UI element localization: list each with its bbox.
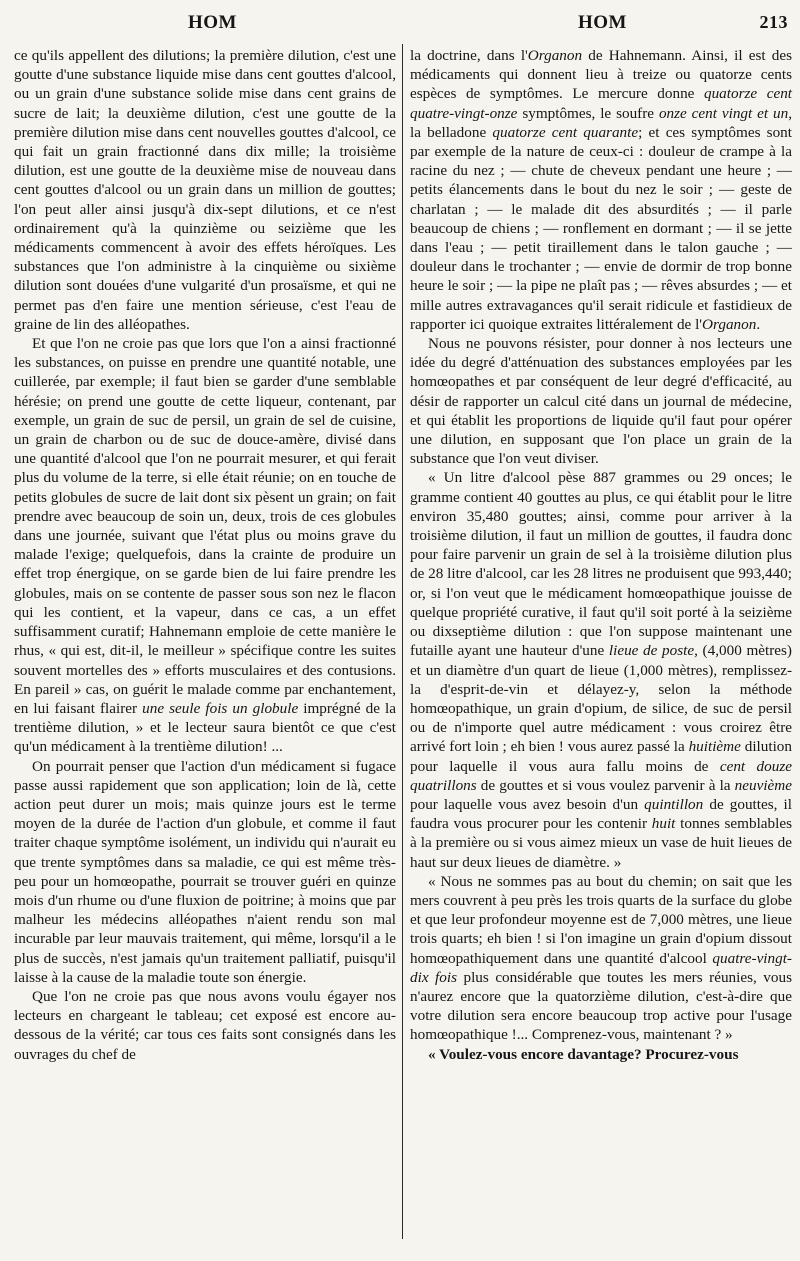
header-left-title: HOM [188, 12, 237, 33]
paragraph: Et que l'on ne croie pas que lors que l'on a ainsi fractionné les substances, on puisse en prendre une quantité notable, une cuillerée, par exemple; il faut bien se garder d'une semblable hérésie; on prend une goutte de cette liqueur, contenant, par exemple, un grain de suc de persil, un grain de sel de cuisine, un grain de charbon ou de suc de douce-amère, divisé dans une quantité d'alcool que l'on ne pourrait mesurer, et qui ferait plus du volume de la terre, si elle était réunie; on en touche de petits globules de sucre de lait dont six pèsent un grain; on fait prendre avec beaucoup de soin un, deux, trois de ces globules dans une journée, suivant que l'état plus ou moins grave du malade l'exige; quelquefois, dans la crainte de produire un effet trop énergique, on se garde bien de lui faire prendre les globules, mais on se contente de passer sous son nez le flacon qui les contient, et la vapeur, dans ce cas, a un effet suffisamment curatif; Hahnemann emploie de cette manière le rhus, « qui est, dit-il, le meilleur » spécifique contre les suites souvent mortelles des » efforts musculaires et des contusions. En pareil » cas, on guérit le malade comme par enchantement, en lui faisant flairer une seule fois un globule imprégné de la trentième dilution, » et le lecteur saura bientôt ce que c'est qu'un médicament à la trentième dilution! ... [14, 335, 396, 756]
paragraph: On pourrait penser que l'action d'un médicament si fugace passe aussi rapidement que son application; loin de là, cette action peut durer un mois; mais quinze jours est le terme moyen de la durée de l'action d'un globule, et comme il faut traiter chaque symptôme isolément, un individu qui n'aurait eu que trente symptômes dans sa maladie, ce qui est même très-peu pour un homœopathe, pourrait se trouver guéri en quinze mois d'un rhume ou d'une fluxion de poitrine; à moins que par malheur les médecins alléopathes n'aient rendu son mal incurable par leur mauvais traitement, qui même, lorsqu'il a le plus de succès, n'est jamais qu'un traitement palliatif, puisqu'il laisse à la cause de la maladie toute son énergie. [14, 757, 396, 986]
paragraph: Que l'on ne croie pas que nous avons voulu égayer nos lecteurs en chargeant le tableau; cet exposé est encore au-dessous de la vérité; car tous ces faits sont consignés dans les ouvrages du chef de [14, 987, 396, 1063]
paragraph: ce qu'ils appellent des dilutions; la première dilution, c'est une goutte d'une substance liquide mise dans cent gouttes d'alcool, ou un grain d'une substance solide mise dans cent grains de sucre de lait; la deuxième dilution, c'est une goutte de la première dilution mise dans cent nouvelles gouttes d'alcool, ce qui fait un grain fractionné dans dix mille; la troisième dilution, est une goutte de la deuxième mise de nouveau dans cent gouttes d'alcool ou un grain dans un million de gouttes; l'on peut aller ainsi jusqu'à dix-sept dilutions, et ce n'est ordinairement qu'à la quinzième ou seizième que les médicaments commencent à avoir des effets héroïques. Les substances que l'on administre à la cinquième ou sixième dilution sont douées d'une vulgarité d'un prosaïsme, et qui ne permet pas d'en faire une mention sérieuse, c'est l'eau de graine de lin des alléopathes. [14, 47, 396, 333]
left-column [14, 46, 396, 1064]
paragraph: Nous ne pouvons résister, pour donner à nos lecteurs une idée du degré d'atténuation des substances employées par les homœopathes et par conséquent de leur degré d'efficacité, au désir de rapporter un calcul cité dans un journal de médecine, et qui établit les proportions de liquide qu'il faut pour opérer une dilution, en supposant que l'on place un grain de la substance que l'on veut diviser. [410, 335, 792, 468]
header-center-title: HOM [578, 12, 627, 33]
right-column [410, 46, 792, 1064]
paragraph: la doctrine, dans l'Organon de Hahnemann. Ainsi, il est des médicaments qui donnent lieu à treize ou quatorze cents espèces de symptômes. Le mercure donne quatorze cent quatre-vingt-onze symptômes, le soufre onze cent vingt et un, la belladone quatorze cent quarante; et ces symptômes sont par exemple de la nature de ceux-ci : douleur de crampe à la racine du nez ; — chute de cheveux pendant une heure ; — petits élancements dans le bout du nez le soir ; — geste de charlatan ; — le malade dit des absurdités ; — il parle beaucoup de chiens ; — ronflement en dormant ; — il se jette dans l'eau ; — petit tiraillement dans le talon gauche ; — douleur dans le trochanter ; — envie de dormir de trop bonne heure le soir ; — la pipe ne plaît pas ; — rêves absurdes ; — et mille autres extravagances qu'il serait ridicule et fastidieux de rapporter ici quoique extraites littéralement de l'Organon. [410, 47, 793, 333]
running-header [0, 12, 800, 42]
paragraph: « Un litre d'alcool pèse 887 grammes ou 29 onces; le gramme contient 40 gouttes au plus, ce qui établit pour le litre environ 35,480 gouttes; ainsi, comme pour arriver à la troisième dilution, il faut un million de gouttes, il faudra donc pour faire parvenir un grain de sel à la troisième dilution plus de 28 litre d'alcool, car les 28 litres ne produisent que 993,440; or, si l'on veut que le médicament homœopathique jouisse de quelque propriété curative, il faut qu'il soit porté à la seizième ou dixseptième dilution : que l'on suppose maintenant une futaille ayant une hauteur d'une lieue de poste, (4,000 mètres) et un diamètre d'un quart de lieue (1,000 mètres), remplissez-la d'esprit-de-vin et délayez-y, selon la méthode homœopathique, un grain d'opium, de silice, de suc de persil ou de n'importe quel autre médicament : vous croirez être arrivé fort loin ; eh bien ! vous aurez passé la huitième dilution pour laquelle il vous aura fallu moins de cent douze quatrillons de gouttes et si vous voulez parvenir à la neuvième pour laquelle vous avez besoin d'un quintillon de gouttes, il faudra vous procurer pour les contenir huit tonnes semblables à la première ou si vous aimez mieux un vase de huit lieues de haut sur deux lieues de diamètre. » [410, 469, 792, 871]
page-number: 213 [759, 12, 788, 32]
paragraph: « Nous ne sommes pas au bout du chemin; on sait que les mers couvrent à peu près les trois quarts de la surface du globe et que leur profondeur moyenne est de 7,000 mètres, une lieue trois quarts; eh bien ! si l'on imagine un grain d'opium dissout homœopathiquement dans une quantité d'alcool quatre-vingt-dix fois plus considérable que toutes les mers réunies, vous n'aurez encore que la quatorzième dilution, c'est-à-dire que votre dilution sera encore beaucoup trop active pour l'usage homœopathique !... Comprenez-vous, maintenant ? » [410, 872, 792, 1044]
paragraph: « Voulez-vous encore davantage? Procurez-vous [428, 1045, 739, 1063]
column-divider [402, 44, 403, 1239]
